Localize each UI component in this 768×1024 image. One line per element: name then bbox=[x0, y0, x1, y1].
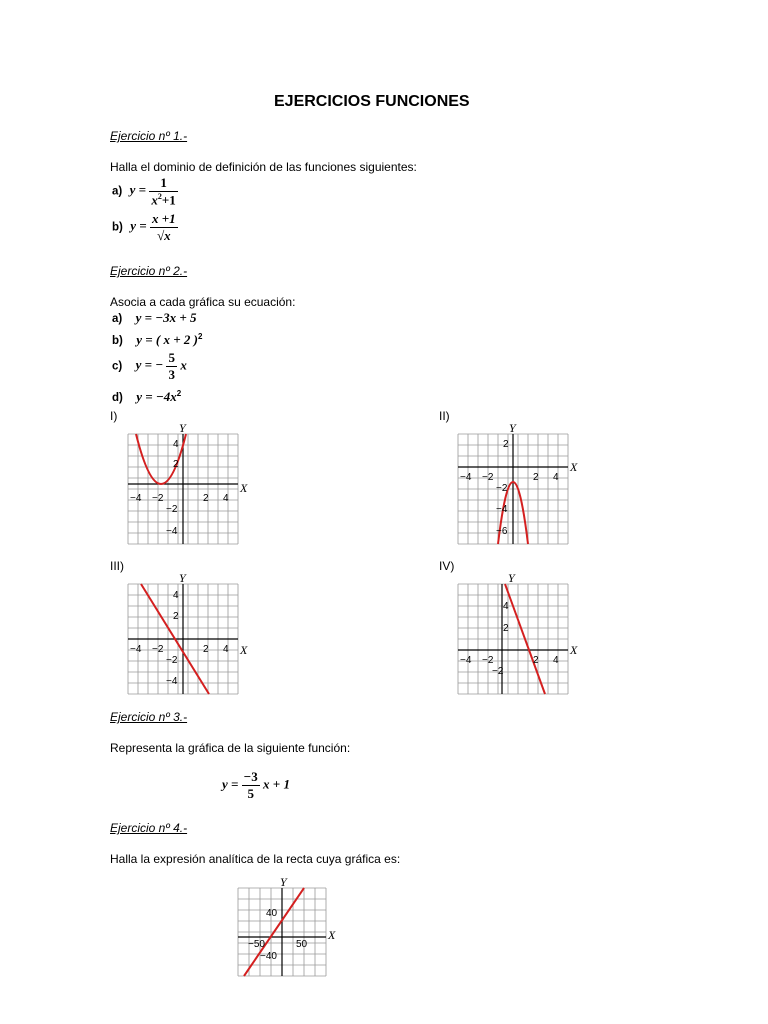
graph-I-label: I) bbox=[110, 409, 118, 423]
ex2-d-text: y = −4x bbox=[136, 389, 177, 404]
ex2-c-denominator: 3 bbox=[168, 366, 175, 382]
ex1-a-denominator bbox=[149, 192, 177, 207]
graph-IV-tick: 2 bbox=[533, 655, 539, 666]
ex1-b-denominator bbox=[150, 228, 178, 243]
graph-III-tick: −4 bbox=[130, 644, 142, 655]
ex3-equation bbox=[222, 770, 290, 800]
ex2-c-lhs: y = − bbox=[135, 357, 164, 373]
graph-II-tick: −2 bbox=[496, 483, 508, 494]
graph-I bbox=[120, 420, 260, 550]
ex3-numerator: −3 bbox=[243, 769, 258, 784]
graph-II-tick: −2 bbox=[482, 472, 494, 483]
graph-ex4-tick: −50 bbox=[248, 939, 265, 950]
graph-I-tick: 4 bbox=[223, 493, 229, 504]
ex1-a-fraction bbox=[149, 176, 177, 207]
graph-IV-x-label: X bbox=[570, 643, 578, 657]
ex2-c-fraction bbox=[166, 351, 177, 381]
graph-II-tick: −6 bbox=[496, 526, 508, 537]
graph-I-tick: −2 bbox=[166, 504, 178, 515]
exercise-2-heading: Ejercicio nº 2.- bbox=[110, 264, 188, 278]
graph-II bbox=[450, 420, 590, 550]
graph-III-tick: −4 bbox=[166, 676, 178, 687]
ex1-a-numerator: 1 bbox=[149, 176, 177, 192]
ex2-d-exp: 2 bbox=[176, 389, 182, 398]
ex1-a-den-exp: 2 bbox=[157, 191, 162, 201]
ex1-b-fraction bbox=[150, 212, 178, 242]
graph-II-tick: −4 bbox=[460, 472, 472, 483]
graph-I-tick: −4 bbox=[166, 526, 178, 537]
page-title: EJERCICIOS FUNCIONES bbox=[274, 93, 470, 110]
ex2-d-label: d) bbox=[112, 392, 123, 404]
graph-I-tick: 2 bbox=[203, 493, 209, 504]
graph-IV-tick: 2 bbox=[503, 623, 509, 634]
graph-ex4-tick: −40 bbox=[260, 951, 277, 962]
graph-IV bbox=[450, 574, 590, 698]
graph-IV-label: IV) bbox=[439, 559, 455, 573]
graph-I-x-label: X bbox=[240, 481, 248, 495]
exercise-3-statement: Representa la gráfica de la siguiente función: bbox=[110, 741, 351, 755]
ex2-b-label: b) bbox=[112, 335, 123, 347]
graph-II-y-label: Y bbox=[509, 421, 516, 435]
exercise-3-heading: Ejercicio nº 3.- bbox=[110, 710, 188, 724]
graph-I-tick: 2 bbox=[173, 459, 179, 470]
graph-I-tick: 4 bbox=[173, 439, 179, 450]
ex2-equation-a bbox=[112, 310, 197, 326]
graph-I-tick: −2 bbox=[152, 493, 164, 504]
ex2-c-rest: x bbox=[180, 357, 187, 373]
ex1-a-label: a) bbox=[112, 185, 123, 198]
ex1-a-den-base: x bbox=[151, 191, 158, 207]
graph-III bbox=[120, 574, 260, 698]
graph-ex4-tick: 40 bbox=[266, 908, 278, 919]
graph-III-y-label: Y bbox=[179, 574, 186, 585]
graph-III-tick: −2 bbox=[166, 655, 178, 666]
graph-I-y-label: Y bbox=[179, 421, 186, 435]
graph-I-tick: −4 bbox=[130, 493, 142, 504]
graph-ex4-tick: 50 bbox=[296, 939, 308, 950]
graph-III-tick: 4 bbox=[173, 590, 179, 601]
graph-IV-y-label: Y bbox=[508, 574, 515, 585]
graph-IV-tick: 4 bbox=[503, 601, 509, 612]
graph-ex4-y-label: Y bbox=[280, 876, 287, 889]
ex1-b-root-symbol: √ bbox=[157, 227, 165, 243]
graph-IV-grid bbox=[458, 584, 568, 694]
exercise-2-statement: Asocia a cada gráfica su ecuación: bbox=[110, 295, 296, 309]
ex3-fraction bbox=[242, 770, 260, 800]
ex1-b-label: b) bbox=[112, 221, 123, 234]
exercise-1-heading: Ejercicio nº 1.- bbox=[110, 129, 188, 143]
graph-II-x-label: X bbox=[570, 460, 578, 474]
ex3-lhs: y = bbox=[222, 776, 239, 792]
graph-IV-tick: −4 bbox=[460, 655, 472, 666]
ex3-denominator: 5 bbox=[247, 785, 254, 801]
ex1-b-numerator: x +1 bbox=[151, 211, 176, 226]
ex2-a-label: a) bbox=[112, 313, 123, 325]
ex2-b-text: y = ( x + 2 ) bbox=[136, 332, 198, 347]
graph-III-label: III) bbox=[110, 559, 124, 573]
graph-III-tick: 2 bbox=[203, 644, 209, 655]
graph-IV-tick: −2 bbox=[492, 666, 504, 677]
ex1-b-den-var: x bbox=[164, 227, 171, 243]
ex2-equation-b bbox=[112, 332, 202, 348]
ex1-equation-b bbox=[112, 212, 178, 242]
graph-II-tick: 2 bbox=[503, 439, 509, 450]
ex1-b-lhs: y = bbox=[130, 218, 147, 234]
graph-ex4-x-label: X bbox=[328, 928, 336, 942]
ex3-rest: x + 1 bbox=[263, 776, 290, 792]
graph-III-tick: −2 bbox=[152, 644, 164, 655]
ex1-a-lhs: y = bbox=[129, 182, 147, 198]
graph-II-tick: 2 bbox=[533, 472, 539, 483]
ex2-a-text: y = −3x + 5 bbox=[135, 310, 197, 325]
graph-IV-tick: −2 bbox=[482, 655, 494, 666]
exercise-1-statement: Halla el dominio de definición de las funciones siguientes: bbox=[110, 160, 417, 174]
graph-II-tick: 4 bbox=[553, 472, 559, 483]
graph-II-label: II) bbox=[439, 409, 450, 423]
ex2-b-exp: 2 bbox=[197, 332, 203, 341]
ex2-c-label: c) bbox=[112, 360, 123, 373]
graph-III-tick: 2 bbox=[173, 611, 179, 622]
ex2-equation-d bbox=[112, 389, 181, 405]
graph-IV-tick: 4 bbox=[553, 655, 559, 666]
ex1-a-den-rest: +1 bbox=[161, 191, 176, 207]
graph-III-tick: 4 bbox=[223, 644, 229, 655]
ex1-equation-a bbox=[112, 176, 178, 207]
ex2-equation-c bbox=[112, 351, 187, 381]
ex2-c-numerator: 5 bbox=[168, 350, 175, 365]
graph-II-tick: −4 bbox=[496, 504, 508, 515]
exercise-4-heading: Ejercicio nº 4.- bbox=[110, 821, 188, 835]
graph-ex4 bbox=[230, 876, 350, 984]
graph-III-x-label: X bbox=[240, 643, 248, 657]
exercise-4-statement: Halla la expresión analítica de la recta cuya gráfica es: bbox=[110, 852, 401, 866]
